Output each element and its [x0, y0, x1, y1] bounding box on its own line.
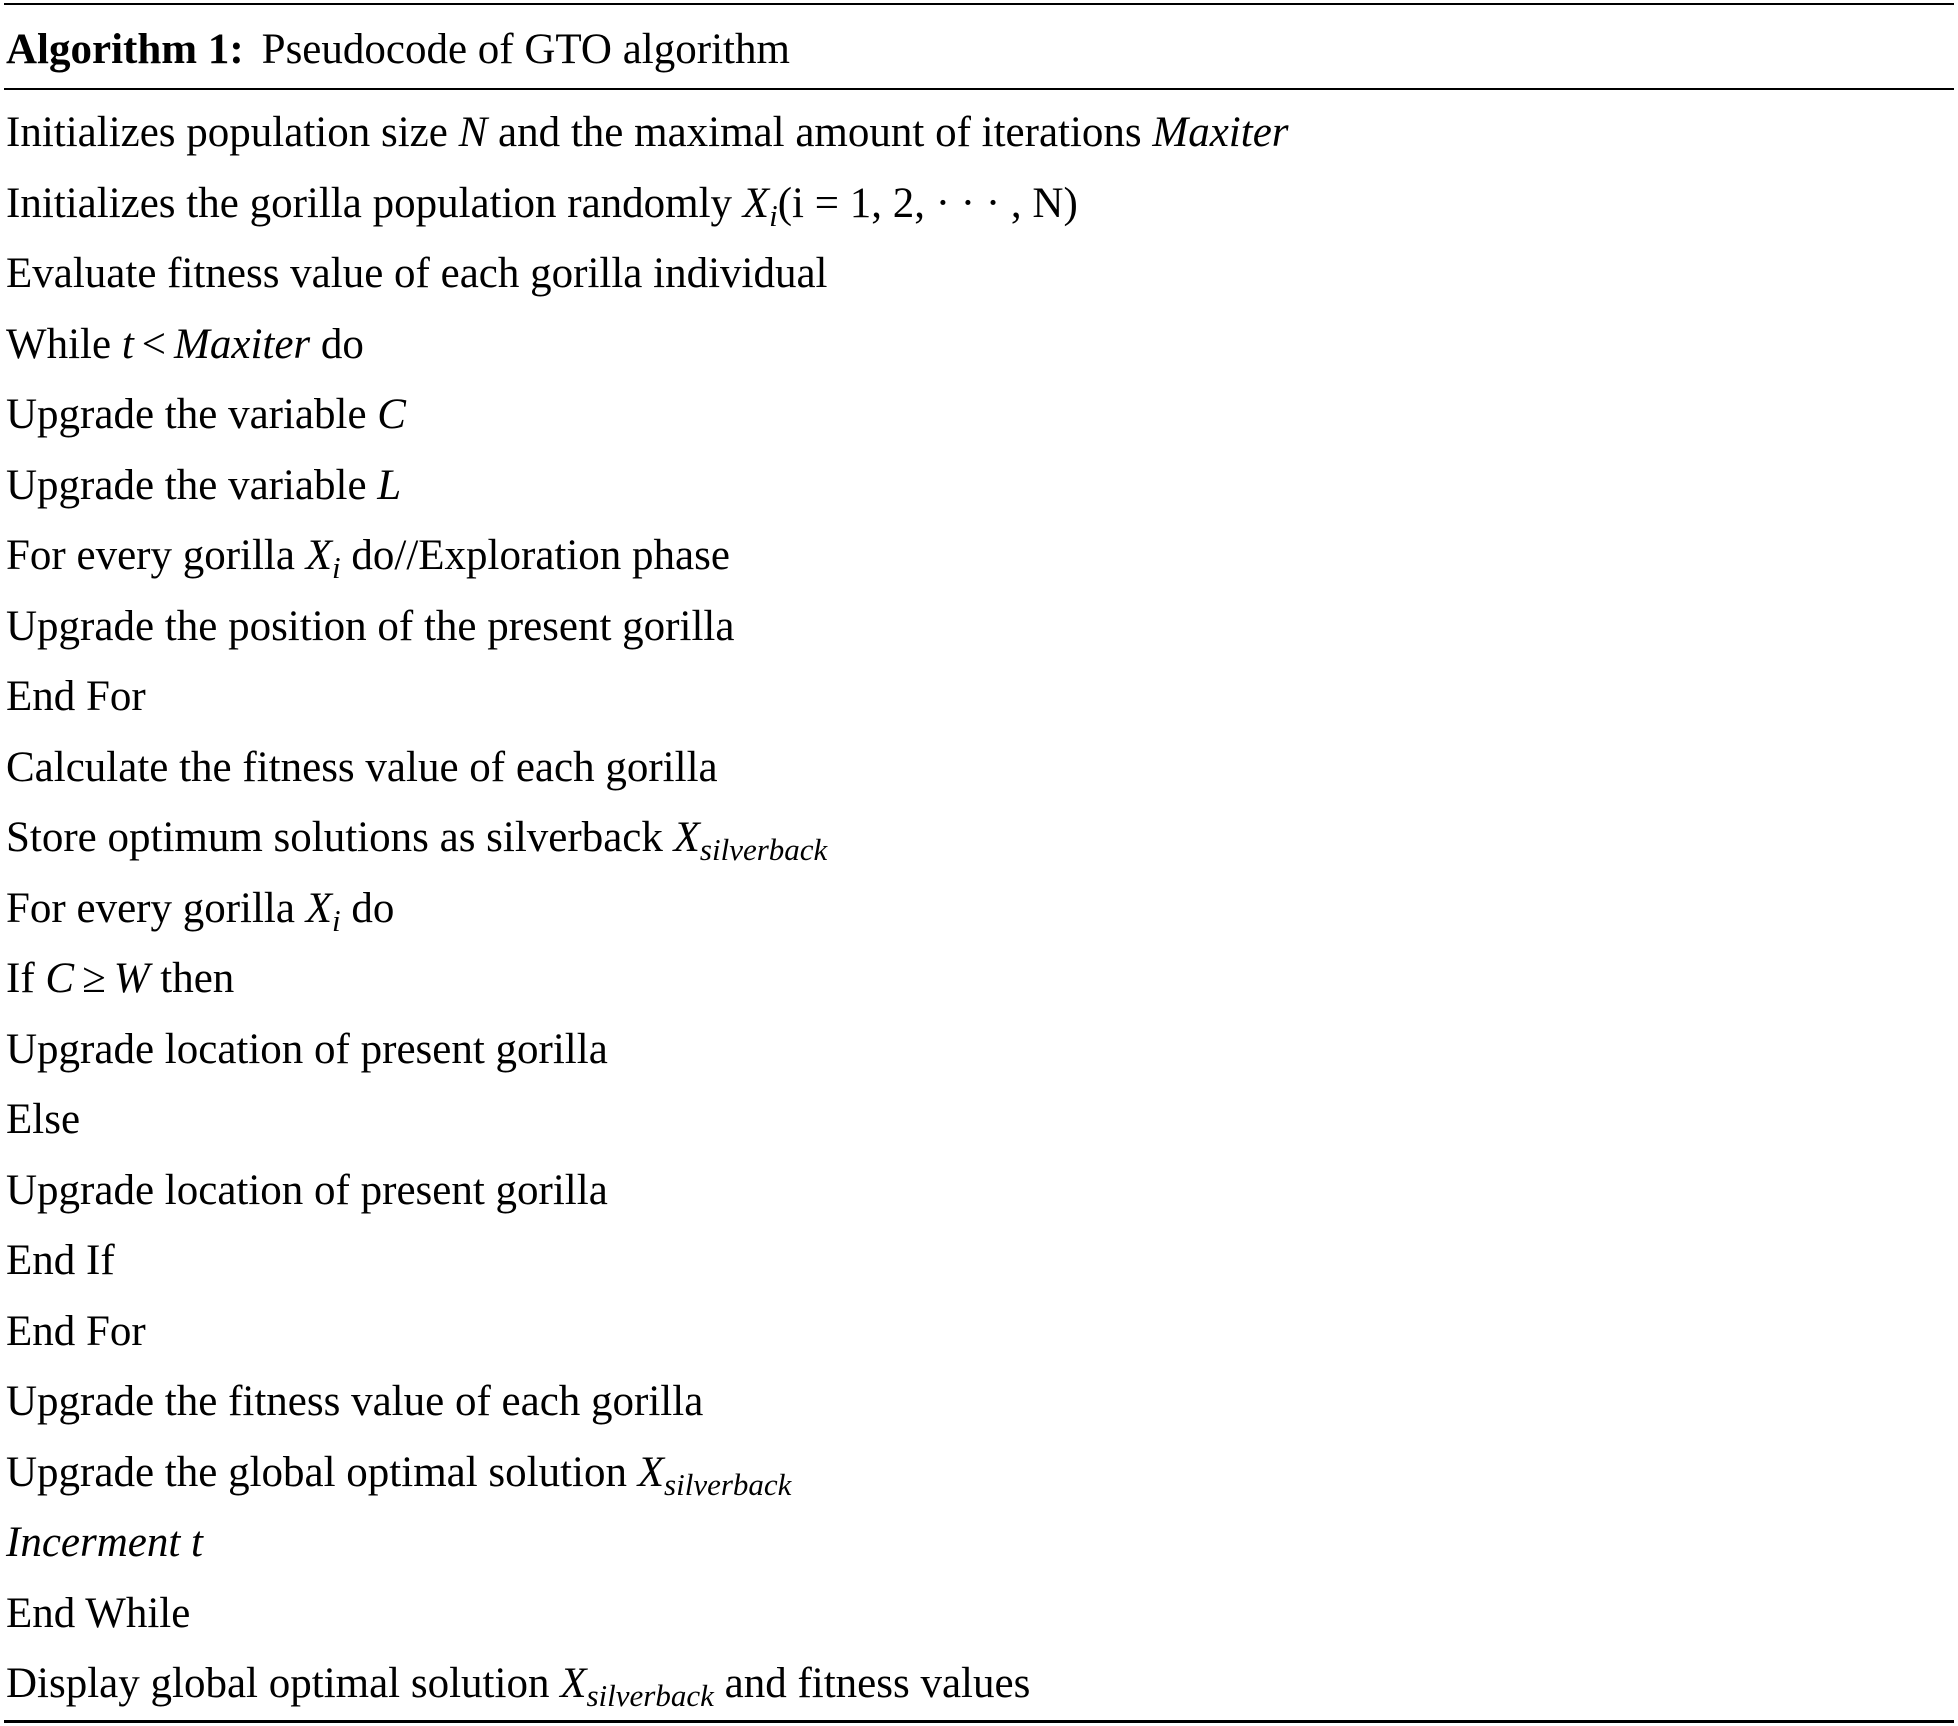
pseudocode-line-16: Upgrade location of present gorilla	[6, 1166, 608, 1214]
pseudocode-line-19: Upgrade the fitness value of each gorilla	[6, 1378, 704, 1425]
algorithm-title: Pseudocode of GTO algorithm	[261, 26, 790, 73]
pseudocode-line-11: Store optimum solutions as silverback $X_{silverback}$	[6, 814, 828, 867]
pseudocode-line-8: Upgrade the position of the present gorilla	[6, 602, 735, 650]
pseudocode-lines	[6, 98, 1289, 1720]
pseudocode-line-5: Upgrade the variable C	[6, 391, 406, 438]
algorithm-label: Algorithm 1:	[6, 26, 244, 73]
algorithm-caption	[6, 20, 790, 80]
pseudocode-line-22: End While	[6, 1589, 191, 1637]
pseudocode-line-13: If C ≥ W then	[6, 955, 235, 1002]
pseudocode-line-12: For every gorilla $X_i$ do	[6, 884, 395, 938]
pseudocode-line-15: Else	[6, 1096, 81, 1143]
pseudocode-line-14: Upgrade location of present gorilla	[6, 1025, 608, 1073]
pseudocode-line-21: Incerment t	[6, 1519, 204, 1566]
pseudocode-line-20: Upgrade the global optimal solution $X_{silverback}$	[6, 1448, 792, 1502]
pseudocode-line-23: Display global optimal solution $X_{silverback}$ and fitness values	[6, 1660, 1031, 1713]
bottom-rule	[4, 1720, 1954, 1723]
pseudocode-line-6: Upgrade the variable L	[6, 461, 402, 509]
pseudocode-line-10: Calculate the fitness value of each gorilla	[6, 743, 718, 791]
header-rule	[4, 88, 1954, 90]
pseudocode-line-2: Initializes the gorilla population randomly $X_i(i = 1$, 2, · · · , N)	[6, 179, 1078, 233]
pseudocode-line-1: Initializes population size N and the maximal amount of iterations Maxiter	[6, 109, 1289, 156]
pseudocode-line-9: End For	[6, 673, 146, 720]
pseudocode-line-18: End For	[6, 1307, 146, 1355]
pseudocode-line-17: End If	[6, 1237, 115, 1284]
pseudocode-line-3: Evaluate fitness value of each gorilla individual	[6, 250, 828, 297]
pseudocode-line-7: For every gorilla $X_i$ do//Exploration phase	[6, 532, 730, 585]
pseudocode-line-4: While t < Maxiter do	[6, 320, 364, 368]
top-rule	[4, 3, 1954, 5]
